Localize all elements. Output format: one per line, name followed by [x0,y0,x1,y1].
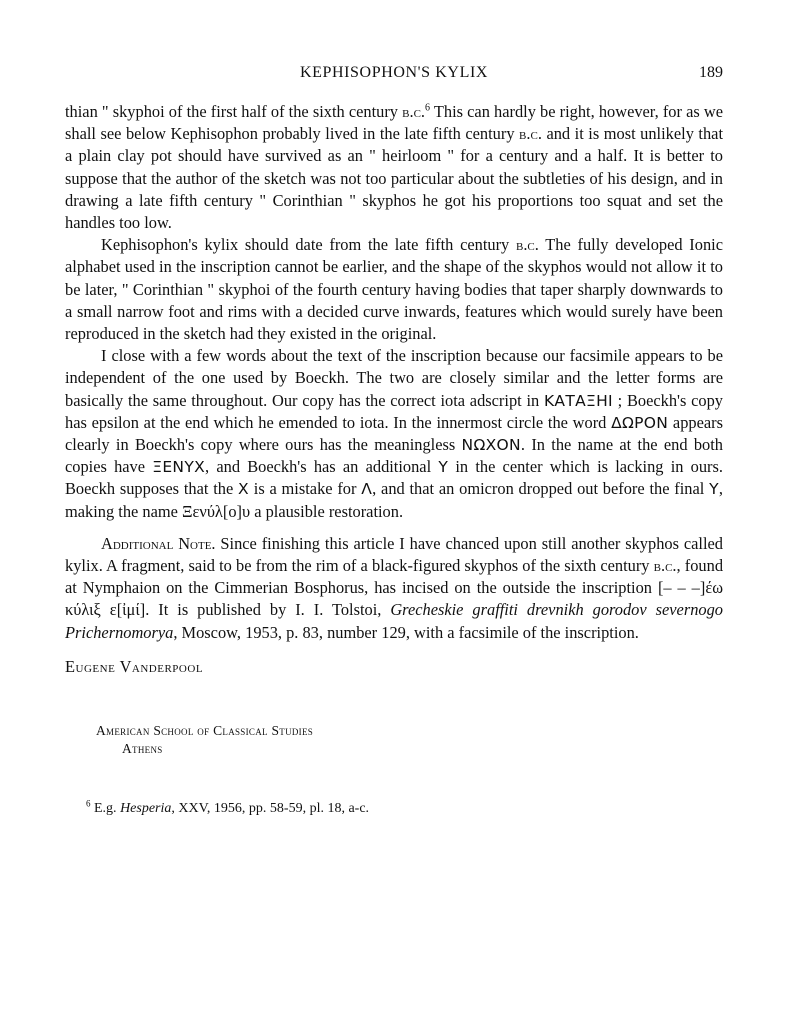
author-affiliation [96,722,313,758]
page-number: 189 [699,64,723,81]
inscription-letter: Υ [438,458,449,477]
city: Athens [122,741,163,756]
paragraph-2: Kephisophon's kylix should date from the late fifth century b.c. The fully developed Ionic alphabet used in the inscription cannot be earlier, and the shape of the skyphos would not allow it to be later, " Corinthian " skyphoi of the fourth century having bodies that taper sharply downwards to a small narrow foot and rims with a decided curve inwards, features which would surely have been reproduced in the sketch had they existed in the original. [65,235,723,344]
greek-inscription: [– – –]έω κύλιξ ε[ἰμί] [65,578,723,620]
additional-note-label: Additional Note. [101,533,216,553]
footnote-marker: 6 [86,798,91,809]
running-title: KEPHISOPHON'S KYLIX [299,64,489,81]
inscription-word: ΝΩΧΟΝ [461,436,521,455]
greek-name: Ξενύλ[ο]υ [181,501,251,521]
inscription-letter: Χ [238,480,249,499]
inscription-letter: Υ [709,480,719,499]
paragraph-1: thian " skyphoi of the first half of the sixth century b.c.$^6$ This can hardly be right, however, for as we shall see below Kephisophon probably lived in the late fifth century b.c. and it is most unlikely that a plain clay pot should have survived as an " heirloom " for a century and a half. It is better to suppose that the author of the sketch was not too particular about the subtleties of his design, and in drawing a late fifth century " Corinthian " skyphos he got his proportions too squat and set the handles too low. [65,102,723,233]
running-header [65,64,723,86]
footnote-ref: 6 [425,102,431,114]
inscription-word: ΔΩΡΟΝ [611,413,669,432]
footnote: $^6$ E.g. Hesperia, XXV, 1956, pp. 58-59, pl. 18, a-c. [86,798,370,816]
inscription-word: ΞΕΝΥΧ [152,458,206,477]
inscription-letter: Λ [361,480,373,499]
book-title: Grecheskie graffiti drevnikh gorodov severnogo Prichernomorya [65,600,723,642]
author-signature: Eugene Vanderpool [65,656,204,676]
inscription-word: ΚΑΤΑΞΗΙ [543,391,613,410]
journal-title: Hesperia [120,801,172,816]
institution: American School of Classical Studies [96,723,314,738]
article-body [65,101,723,678]
additional-note: Additional Note. Since finishing this article I have chanced upon still another skyphos called kylix. A fragment, said to be from the rim of a black-figured skyphos of the sixth century b.c., found at Nymphaion on the Cimmerian Bosphorus, has incised on the outside the inscription [– – –]έω κύλιξ ε[ἰμί]. It is published by I. I. Tolstoi, Grecheskie graffiti drevnikh gorodov severnogo Prichernomorya, Moscow, 1953, p. 83, number 129, with a facsimile of the inscription. [65,533,724,642]
paragraph-3: I close with a few words about the text of the inscription because our facsimile appears to be independent of the one used by Boeckh. The two are closely similar and the letter forms are basically the same throughout. Our copy has the correct iota adscript in ΚΑΤΑΞΗΙ ; Boeckh's copy has epsilon at the end which he emended to iota. In the innermost circle the word ΔΩΡΟΝ appears clearly in Boeckh's copy where ours has the meaningless ΝΩΧΟΝ. In the name at the end both copies have ΞΕΝΥΧ, and Boeckh's has an additional Υ in the center which is lacking in ours. Boeckh supposes that the Χ is a mistake for Λ, and that an omicron dropped out before the final Υ, making the name Ξενύλ[ο]υ a plausible restoration. [65,346,723,521]
